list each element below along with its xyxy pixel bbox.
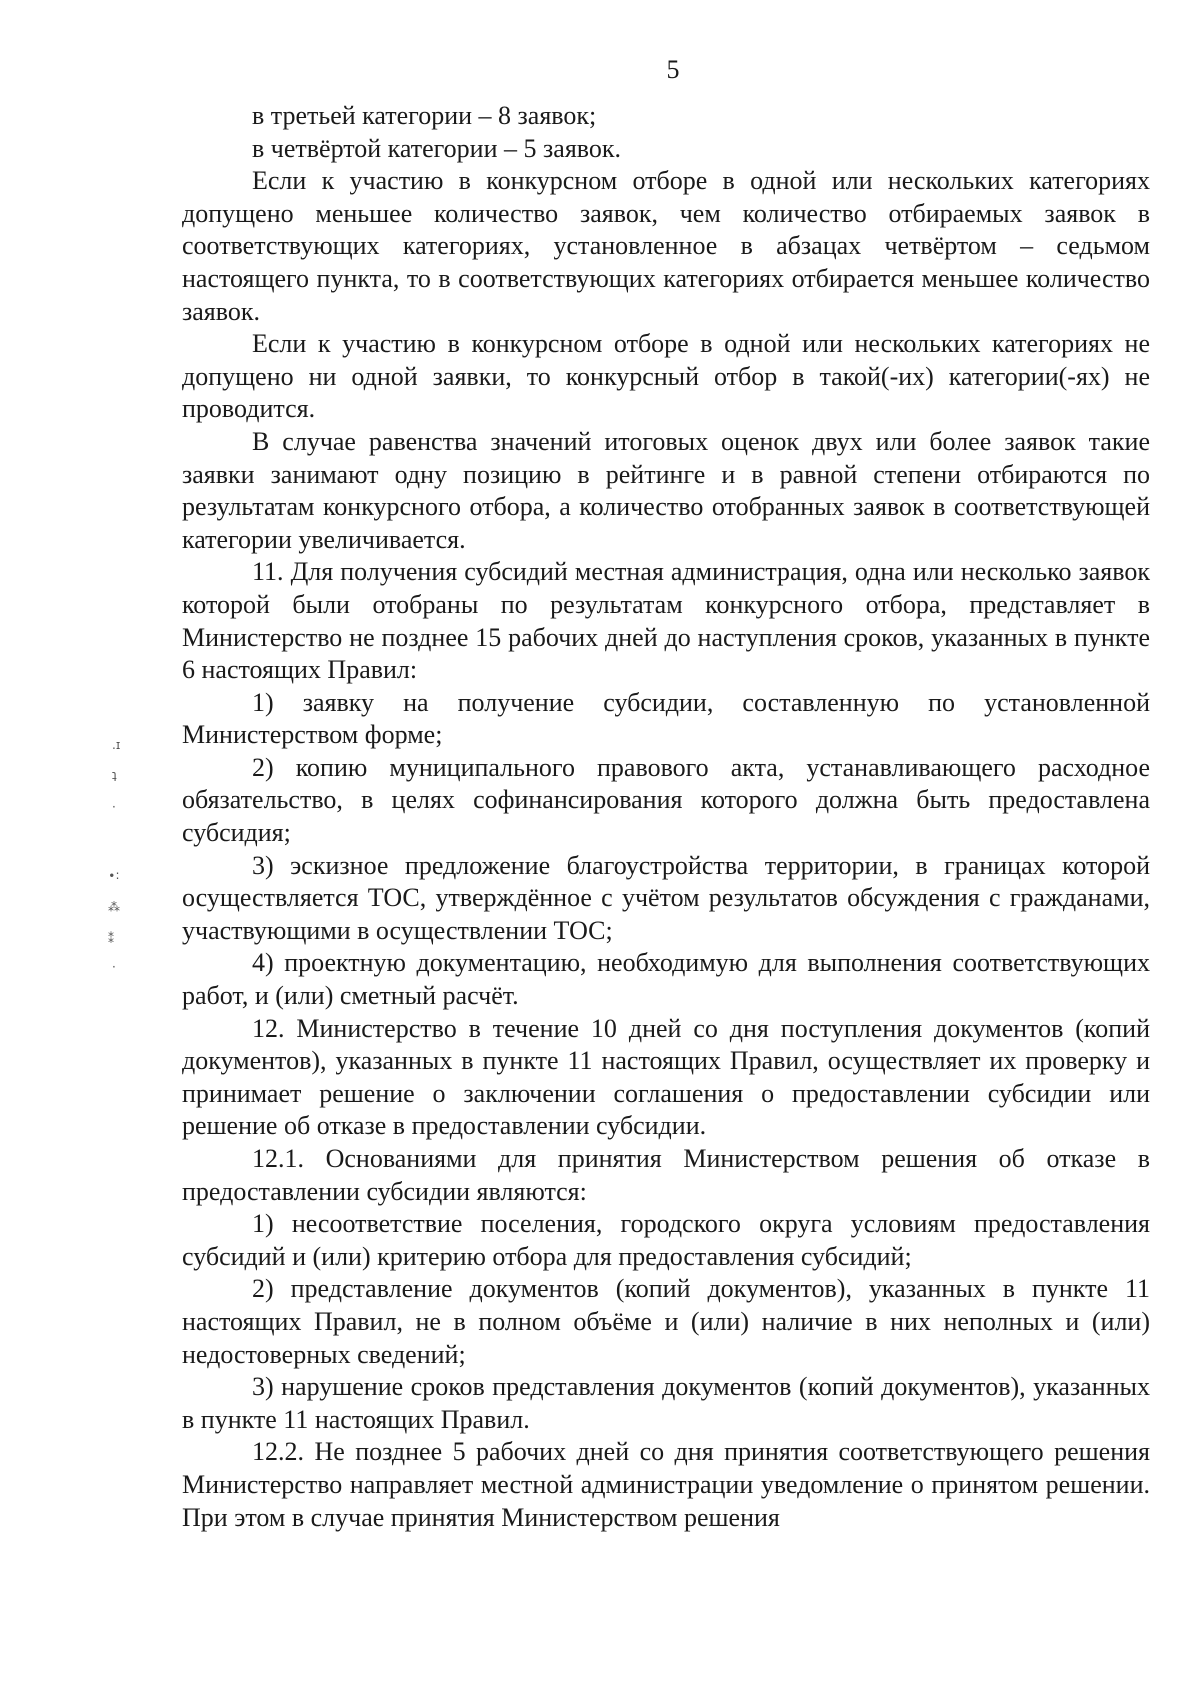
paragraph: 2) копию муниципального правового акта, устанавливающего расходное обязательство, в целях софинансирования которого должна быть предоставлена субсидия; [182, 752, 1150, 848]
page-number: 5 [666, 55, 680, 84]
scan-speck: .ɪ [112, 738, 121, 752]
paragraph: 12. Министерство в течение 10 дней со дня поступления документов (копий документов), указанных в пункте 11 настоящих Правил, осуществляет их проверку и принимает решение о заключении соглашения о предоставлении субсидии или решение об отказе в предоставлении субсидии. [182, 1013, 1150, 1141]
paragraph: 11. Для получения субсидий местная администрация, одна или несколько заявок которой были отобраны по результатам конкурсного отбора, представляет в Министерство не позднее 15 рабочих дней до наступления сроков, указанных в пункте 6 настоящих Правил: [182, 557, 1150, 685]
paragraph: Если к участию в конкурсном отборе в одной или нескольких категориях допущено меньшее количество заявок, чем количество отбираемых заявок в соответствующих категориях, установленное в абзацах четвёртом – седьмом настоящего пункта, то в соответствующих категориях отбирается меньшее количество заявок. [182, 166, 1150, 326]
paragraph: 1) несоответствие поселения, городского округа условиям предоставления субсидий и (или) критерию отбора для предоставления субсидий; [182, 1209, 1150, 1271]
paragraph: 4) проектную документацию, необходимую для выполнения соответствующих работ, и (или) сметный расчёт. [182, 948, 1150, 1011]
paragraph: 2) представление документов (копий документов), указанных в пункте 11 настоящих Правил, не в полном объёме и (или) наличие в них неполных и (или) недостоверных сведений; [182, 1274, 1150, 1369]
scan-speck: · [112, 960, 116, 974]
paragraph: 12.2. Не позднее 5 рабочих дней со дня принятия соответствующего решения Министерство направляет местной администрации уведомление о принятом решении. При этом в случае принятия Министерством решения [182, 1437, 1150, 1532]
paragraph: 3) нарушение сроков представления документов (копий документов), указанных в пункте 11 настоящих Правил. [182, 1372, 1150, 1434]
paragraph: 1) заявку на получение субсидии, составленную по установленной Министерством форме; [182, 687, 1150, 750]
paragraph: Если к участию в конкурсном отборе в одной или нескольких категориях не допущено ни одной заявки, то конкурсный отбор в такой(-их) категории(-ях) не проводится. [182, 329, 1150, 424]
document-body [182, 100, 1150, 1534]
scan-speck: ʇ [112, 768, 117, 782]
scan-speck: ∙: [108, 868, 120, 882]
scan-speck: ⁑ [108, 932, 114, 946]
paragraph: В случае равенства значений итоговых оценок двух или более заявок такие заявки занимают одну позицию в рейтинге и в равной степени отбираются по результатам конкурсного отбора, а количество отобранных заявок в соответствующей категории увеличивается. [182, 426, 1150, 554]
paragraph: 3) эскизное предложение благоустройства территории, в границах которой осуществляется ТОС, утверждённое с учётом результатов обсуждения с гражданами, участвующими в осуществлении ТОС; [182, 850, 1150, 945]
paragraph: в четвёртой категории – 5 заявок. [252, 133, 622, 163]
paragraph: в третьей категории – 8 заявок; [252, 101, 597, 130]
scan-speck: · [112, 800, 116, 814]
scan-speck: ⁂ [108, 900, 120, 914]
paragraph: 12.1. Основаниями для принятия Министерством решения об отказе в предоставлении субсидии являются: [182, 1144, 1150, 1206]
